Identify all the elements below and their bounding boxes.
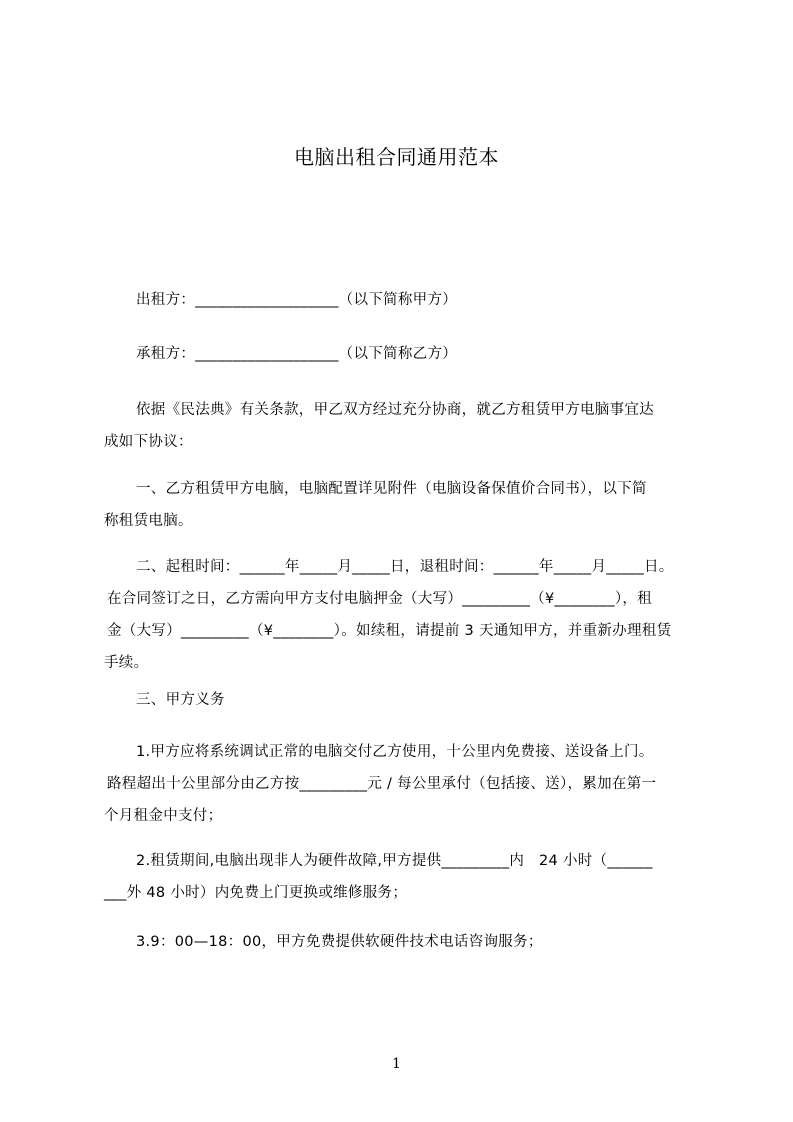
obligation-1-line-2: 路程超出十公里部分由乙方按_________元 / 每公里承付（包括接、送），累加在第一 bbox=[107, 776, 657, 792]
preamble-line-2: 成如下协议： bbox=[104, 434, 193, 450]
clause-2-line-4: 手续。 bbox=[104, 655, 149, 671]
clause-2-line-1: 二、起租时间：______年_____月_____日，退租时间：______年_____月_____日。 bbox=[136, 559, 674, 575]
obligation-1-line-1: 1.甲方应将系统调试正常的电脑交付乙方使用，十公里内免费接、送设备上门。 bbox=[136, 744, 654, 760]
clause-1-line-2: 称租赁电脑。 bbox=[104, 513, 193, 529]
clause-1-line-1: 一、乙方租赁甲方电脑，电脑配置详见附件（电脑设备保值价合同书），以下简 bbox=[136, 481, 647, 497]
lessor-paragraph bbox=[104, 284, 704, 316]
clause-2-line-2: 在合同签订之日，乙方需向甲方支付电脑押金（大写）_________（¥________），租 bbox=[107, 591, 653, 607]
clause-1-paragraph bbox=[104, 473, 704, 537]
obligation-2-line-1: 2.租赁期间,电脑出现非人为硬件故障,甲方提供_________内 24 小时（______ bbox=[136, 853, 653, 869]
preamble-line-1: 依据《民法典》有关条款，甲乙双方经过充分协商，就乙方租赁甲方电脑事宜达 bbox=[136, 402, 654, 418]
lessor-line: 出租方：___________________（以下简称甲方） bbox=[136, 292, 458, 308]
obligation-1-paragraph bbox=[104, 736, 704, 832]
lessee-line: 承租方：___________________（以下简称乙方） bbox=[136, 346, 458, 362]
page-number: 1 bbox=[392, 1056, 401, 1072]
obligation-3-line: 3.9：00—18：00，甲方免费提供软硬件技术电话咨询服务； bbox=[136, 934, 543, 950]
clause-3-heading: 三、甲方义务 bbox=[136, 692, 225, 708]
lessee-paragraph bbox=[104, 338, 704, 370]
obligation-2-paragraph bbox=[104, 845, 704, 909]
obligation-2-line-2: ___外 48 小时）内免费上门更换或维修服务； bbox=[104, 885, 408, 901]
clause-2-line-3: 金（大写）_________（¥________）。如续租，请提前 3 天通知甲方，并重新办理租赁 bbox=[107, 623, 672, 639]
clause-2-paragraph bbox=[104, 551, 704, 679]
obligation-1-line-3: 个月租金中支付； bbox=[104, 808, 223, 824]
clause-3-heading-paragraph bbox=[104, 684, 704, 716]
preamble-paragraph bbox=[104, 394, 704, 458]
document-title: 电脑出租合同通用范本 bbox=[294, 145, 499, 169]
obligation-3-paragraph bbox=[104, 926, 704, 958]
